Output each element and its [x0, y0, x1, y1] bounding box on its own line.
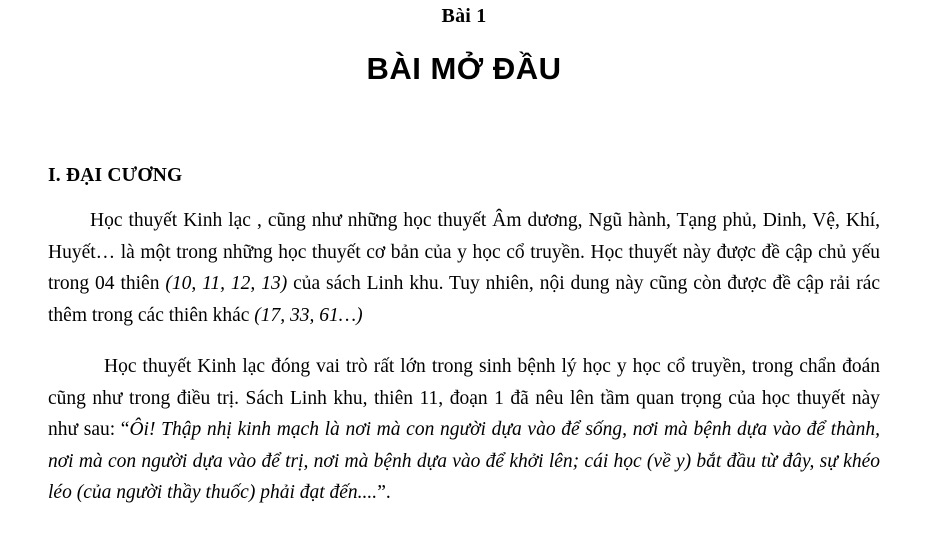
paragraph-1-text-b: của sách Linh khu. Tuy nhiên, nội dung này cũng còn được đề cập rải rác thêm trong các thiên khác: [48, 273, 880, 326]
lesson-label: Bài 1: [441, 5, 487, 27]
paragraph-overview-2: [48, 351, 880, 509]
paragraph-overview-1: [48, 205, 880, 331]
paragraph-1-reference-1: (10, 11, 12, 13): [165, 273, 288, 295]
section-heading-dai-cuong: I. ĐẠI CƯƠNG: [48, 165, 183, 187]
paragraph-2-text-b: ”.: [377, 482, 391, 504]
document-page: [0, 4, 928, 545]
paragraph-2-text-a: Học thuyết Kinh lạc đóng vai trò rất lớn trong sinh bệnh lý học y học cổ truyền, trong chẩn đoán cũng như trong điều trị. Sách Linh khu, thiên 11, đoạn 1 đã nêu lên tầm quan trọng của học thuyết này như sau: “: [48, 356, 880, 441]
page-title: BÀI MỞ ĐẦU: [366, 51, 562, 86]
paragraph-2-quotation: Ôi! Thập nhị kinh mạch là nơi mà con người dựa vào để sống, nơi mà bệnh dựa vào để thành, nơi mà con người dựa vào để trị, nơi mà bệnh dựa vào để khởi lên; cái học (về y) bắt đầu từ đây, sự khéo léo (của người thầy thuốc) phải đạt đến....: [48, 419, 880, 504]
paragraph-1-text-a: Học thuyết Kinh lạc , cũng như những học thuyết Âm dương, Ngũ hành, Tạng phủ, Dinh, Vệ, Khí, Huyết… là một trong những học thuyết cơ bản của y học cổ truyền. Học thuyết này được đề cập chủ yếu trong 04 thiên: [48, 210, 880, 295]
paragraph-1-reference-2: (17, 33, 61…): [254, 304, 363, 326]
